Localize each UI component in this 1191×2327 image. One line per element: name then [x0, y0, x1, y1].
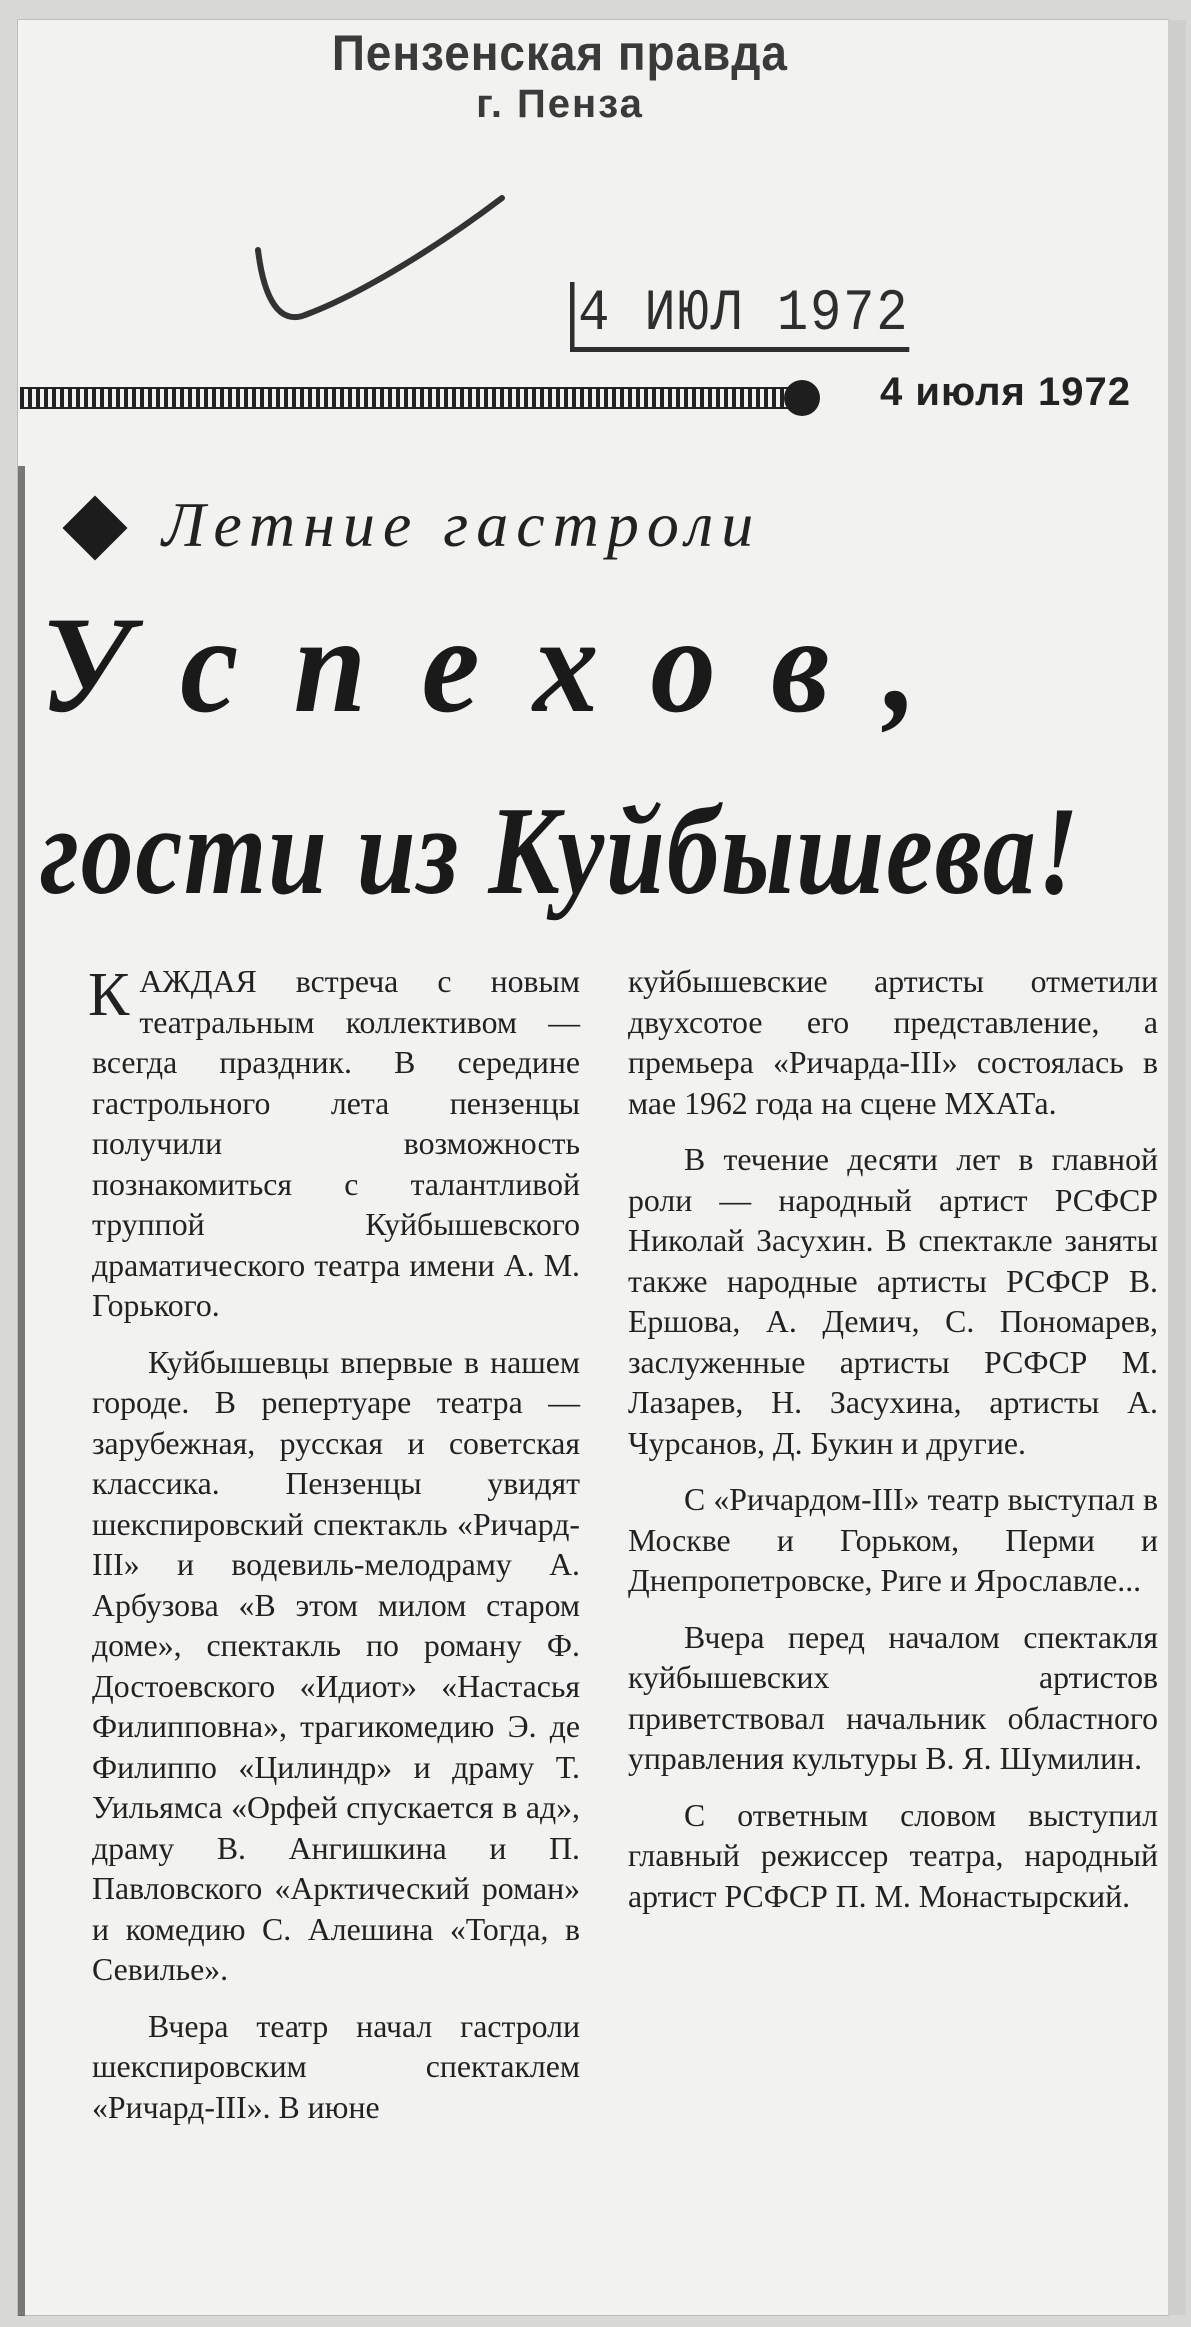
- paragraph-4: В течение десяти лет в главной роли — народный артист РСФСР Николай Засухин. В спектакле заняты также народные артисты РСФСР В. Ершова, А. Демич, С. Пономарев, заслуженные артисты РСФСР М. Лазарев, Н. Засухина, артисты А. Чурсанов, Д. Букин и другие.: [628, 1142, 1158, 1461]
- paper-edge: [1168, 20, 1186, 2315]
- newspaper-stamp: [280, 25, 840, 127]
- paragraph-1-text: АЖДАЯ встреча с новым театральным коллективом — всегда праздник. В середине гастрольного лета пензенцы получили возможность познакомиться с талантливой труппой Куйбышевского драматического театра имени А. М. Горького.: [92, 964, 580, 1323]
- article-column-left: [88, 961, 580, 2144]
- paragraph-2: Куйбышевцы впервые в нашем городе. В репертуаре театра — зарубежная, русская и советская классика. Пензенцы увидят шекспировский спектакль «Ричард-III» и водевиль-мелодраму А. Арбузова «В этом милом старом доме», спектакль по роману Ф. Достоевского «Идиот» «Настасья Филипповна», трагикомедию Э. де Филиппо «Цилиндр» и драму Т. Уильямса «Орфей спускается в ад», драму В. Ангишкина и П. Павловского «Арктический роман» и комедию С. Алешина «Тогда, в Севилье».: [92, 1344, 580, 1987]
- paragraph-6: Вчера перед началом спектакля куйбышевских артистов приветствовал начальник областного управления культуры В. Я. Шумилин.: [628, 1619, 1158, 1776]
- received-date-stamp: [570, 282, 909, 347]
- headline-line-2: гости из Куйбышева!: [40, 782, 1081, 921]
- paragraph-5: С «Ричардом-III» театр выступал в Москве и Горьком, Перми и Днепропетровске, Риге и Ярославле...: [628, 1482, 1158, 1598]
- paragraph-7: С ответным словом выступил главный режиссер театра, народный артист РСФСР П. М. Монастырский.: [628, 1797, 1158, 1914]
- article-column-right: [628, 962, 1158, 1933]
- paragraph-3-continued: куйбышевские артисты отметили двухсотое его представление, а премьера «Ричарда-III» состоялась в мае 1962 года на сцене МХАТа.: [628, 964, 1158, 1121]
- rule-dot-icon: [784, 380, 820, 416]
- column-border: [18, 466, 25, 2316]
- headline-line-1: Успехов,: [40, 588, 973, 741]
- paragraph-1: [88, 961, 580, 1327]
- date-stamp-text: 4 ИЮЛ 1972: [570, 282, 909, 352]
- newspaper-city: г. Пенза: [476, 82, 644, 126]
- dropcap: К: [88, 961, 130, 1029]
- checkmark-icon: [250, 190, 510, 340]
- newspaper-name: Пензенская правда: [331, 25, 789, 81]
- rubric: Летние гастроли: [162, 489, 762, 560]
- header-rule: [20, 387, 790, 409]
- issue-date: 4 июля 1972: [880, 370, 1131, 414]
- paragraph-3: Вчера театр начал гастроли шекспировским спектаклем «Ричард-III». В июне: [92, 2008, 580, 2125]
